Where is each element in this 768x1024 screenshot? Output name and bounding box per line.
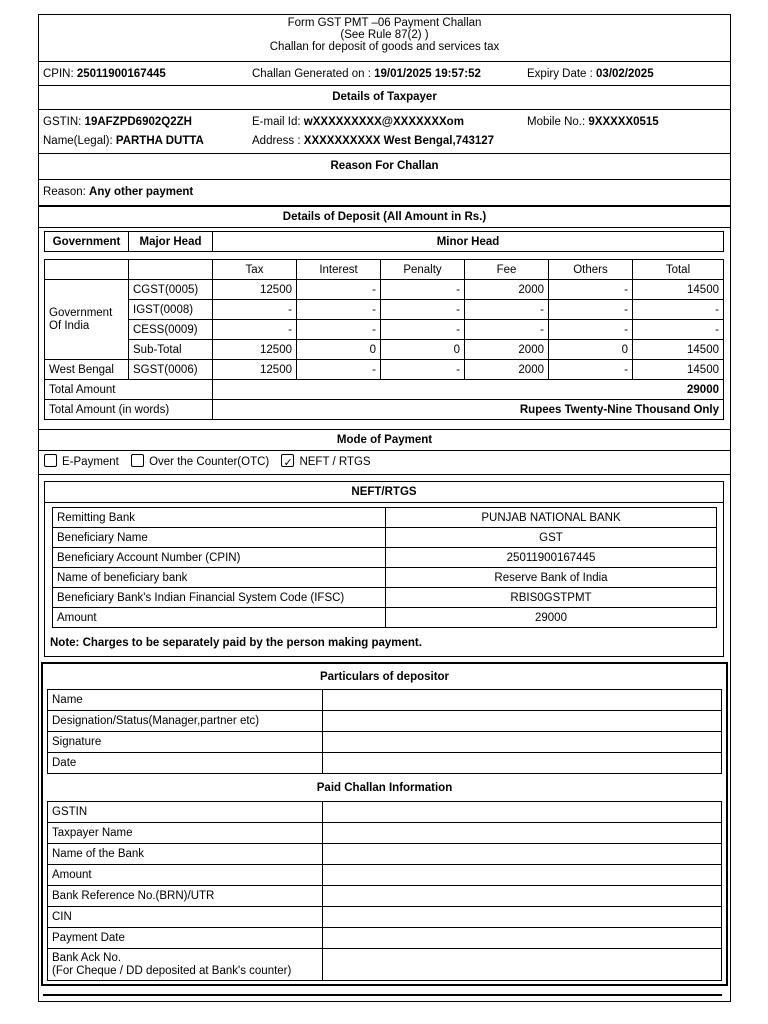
col-interest: Interest: [297, 260, 381, 280]
depositor-table: [47, 689, 722, 774]
deposit-col-header: [45, 260, 724, 280]
checked-checkbox-icon[interactable]: [281, 454, 294, 467]
payment-mode-title: Mode of Payment: [39, 429, 730, 451]
head-major: Major Head: [129, 232, 213, 252]
mobile-value: 9XXXXX0515: [588, 116, 659, 128]
row-head: IGST(0008): [129, 300, 213, 320]
table-row: [48, 907, 722, 928]
legal-name-field: [43, 135, 204, 147]
reason-field: [43, 186, 193, 198]
cell-total: -: [633, 320, 724, 340]
expiry-label: Expiry Date :: [527, 68, 593, 80]
cell-interest: -: [297, 320, 381, 340]
table-row: [48, 690, 722, 711]
depositor-value: [323, 690, 722, 711]
west-bengal-label: West Bengal: [45, 360, 129, 380]
total-label: Total Amount: [45, 380, 213, 400]
table-row: [53, 608, 717, 628]
neft-label: Remitting Bank: [53, 508, 386, 528]
cpin-field: [43, 68, 166, 80]
table-row: [45, 340, 724, 360]
depositor-value: [323, 711, 722, 732]
neft-label: Beneficiary Bank's Indian Financial System Code (IFSC): [53, 588, 386, 608]
cell-total: 14500: [633, 360, 724, 380]
words-row: [45, 400, 724, 420]
cell-fee: 2000: [465, 280, 549, 300]
option-label: E-Payment: [62, 456, 119, 468]
form-title: Form GST PMT –06 Payment Challan: [287, 17, 482, 29]
expiry-value: 03/02/2025: [596, 68, 654, 80]
cell-others: -: [549, 300, 633, 320]
paid-table: [47, 801, 722, 981]
address-field: [252, 135, 494, 147]
neft-box: [44, 481, 724, 657]
table-row: [48, 928, 722, 949]
cell-interest: -: [297, 280, 381, 300]
cell-total: 14500: [633, 340, 724, 360]
paid-value: [323, 949, 722, 981]
blank-cell: [129, 260, 213, 280]
taxpayer-section-title: Details of Taxpayer: [39, 86, 730, 110]
reason-label: Reason:: [43, 186, 86, 198]
payment-mode-options: [39, 451, 730, 475]
cell-others: -: [549, 280, 633, 300]
neft-value: 29000: [386, 608, 717, 628]
paid-value: [323, 802, 722, 823]
neft-note: Note: Charges to be separately paid by the person making payment.: [50, 637, 422, 649]
cpin-value: 25011900167445: [76, 68, 166, 80]
paid-label: CIN: [48, 907, 323, 928]
option-label: NEFT / RTGS: [299, 456, 371, 468]
expiry-field: [527, 68, 654, 80]
cell-others: 0: [549, 340, 633, 360]
mobile-field: [527, 116, 659, 128]
generated-label: Challan Generated on :: [252, 68, 371, 80]
bank-ack-line2: (For Cheque / DD deposited at Bank's counter): [52, 964, 292, 977]
neft-value: RBIS0GSTPMT: [386, 588, 717, 608]
deposit-head-table: [44, 231, 724, 252]
table-row: [45, 300, 724, 320]
table-row: [48, 949, 722, 981]
depositor-label: Designation/Status(Manager,partner etc): [48, 711, 323, 732]
table-row: [45, 280, 724, 300]
paid-label: Amount: [48, 865, 323, 886]
neft-value: PUNJAB NATIONAL BANK: [386, 508, 717, 528]
row-head: SGST(0006): [129, 360, 213, 380]
table-row: [48, 844, 722, 865]
table-row: [48, 823, 722, 844]
cell-fee: -: [465, 320, 549, 340]
head-government: Government: [45, 232, 129, 252]
generated-field: [252, 68, 481, 80]
neft-title: NEFT/RTGS: [45, 482, 723, 503]
depositor-label: Date: [48, 753, 323, 774]
gstin-field: [43, 116, 192, 128]
paid-value: [323, 886, 722, 907]
option-otc[interactable]: [126, 456, 269, 468]
form-header: [39, 15, 730, 62]
checkbox-icon[interactable]: [44, 454, 57, 467]
gstin-value: 19AFZPD6902Q2ZH: [84, 116, 192, 128]
table-row: [45, 320, 724, 340]
paid-value: [323, 907, 722, 928]
depositor-box: [41, 662, 728, 986]
email-label: E-mail Id:: [252, 116, 301, 128]
neft-label: Amount: [53, 608, 386, 628]
option-epayment[interactable]: [39, 456, 119, 468]
cell-others: -: [549, 320, 633, 340]
cpin-label: CPIN:: [43, 68, 74, 80]
neft-value: Reserve Bank of India: [386, 568, 717, 588]
paid-value: [323, 928, 722, 949]
table-row: [45, 360, 724, 380]
address-value: XXXXXXXXXX West Bengal,743127: [303, 135, 495, 147]
bottom-rule: [43, 994, 722, 996]
cell-interest: -: [297, 360, 381, 380]
deposit-table: [44, 259, 724, 420]
checkbox-icon[interactable]: [131, 454, 144, 467]
cell-fee: 2000: [465, 360, 549, 380]
cell-total: 14500: [633, 280, 724, 300]
col-penalty: Penalty: [381, 260, 465, 280]
depositor-label: Signature: [48, 732, 323, 753]
row-head: CGST(0005): [129, 280, 213, 300]
col-tax: Tax: [213, 260, 297, 280]
table-row: [48, 753, 722, 774]
paid-label: Name of the Bank: [48, 844, 323, 865]
cpin-row: [39, 62, 730, 86]
bank-ack-label: [48, 949, 323, 981]
paid-value: [323, 865, 722, 886]
neft-value: 25011900167445: [386, 548, 717, 568]
table-row: [48, 711, 722, 732]
depositor-label: Name: [48, 690, 323, 711]
paid-label: GSTIN: [48, 802, 323, 823]
paid-value: [323, 844, 722, 865]
neft-table: [52, 507, 717, 628]
cell-tax: -: [213, 300, 297, 320]
table-row: [48, 865, 722, 886]
total-value: 29000: [213, 380, 724, 400]
paid-label: Bank Reference No.(BRN)/UTR: [48, 886, 323, 907]
paid-label: Payment Date: [48, 928, 323, 949]
mobile-label: Mobile No.:: [527, 116, 586, 128]
cell-penalty: -: [381, 280, 465, 300]
paid-title: Paid Challan Information: [316, 782, 453, 794]
option-neft[interactable]: [276, 456, 370, 468]
cell-tax: -: [213, 320, 297, 340]
cell-others: -: [549, 360, 633, 380]
table-row: [53, 568, 717, 588]
cell-tax: 12500: [213, 280, 297, 300]
words-label: Total Amount (in words): [45, 400, 213, 420]
table-row: [53, 588, 717, 608]
generated-value: 19/01/2025 19:57:52: [374, 68, 481, 80]
legal-name-label: Name(Legal):: [43, 135, 113, 147]
cell-penalty: -: [381, 320, 465, 340]
paid-label: Taxpayer Name: [48, 823, 323, 844]
col-fee: Fee: [465, 260, 549, 280]
option-label: Over the Counter(OTC): [149, 456, 270, 468]
neft-label: Beneficiary Account Number (CPIN): [53, 548, 386, 568]
challan-form: [38, 14, 731, 1002]
words-value: Rupees Twenty-Nine Thousand Only: [213, 400, 724, 420]
deposit-section-title: Details of Deposit (All Amount in Rs.): [39, 206, 730, 228]
neft-value: GST: [386, 528, 717, 548]
table-row: [53, 548, 717, 568]
cell-interest: -: [297, 300, 381, 320]
bank-ack-line1: Bank Ack No.: [52, 951, 122, 964]
depositor-value: [323, 753, 722, 774]
blank-cell: [45, 260, 129, 280]
cell-penalty: 0: [381, 340, 465, 360]
address-label: Address :: [252, 135, 301, 147]
table-row: [48, 886, 722, 907]
table-row: [53, 508, 717, 528]
neft-label: Beneficiary Name: [53, 528, 386, 548]
col-others: Others: [549, 260, 633, 280]
row-head: Sub-Total: [129, 340, 213, 360]
table-row: [48, 802, 722, 823]
gov-india-label: Government Of India: [45, 280, 129, 360]
taxpayer-details: [39, 110, 730, 154]
form-subtitle: Challan for deposit of goods and services tax: [269, 41, 500, 53]
row-head: CESS(0009): [129, 320, 213, 340]
email-field: [252, 116, 464, 128]
head-minor: Minor Head: [213, 232, 724, 252]
neft-label: Name of beneficiary bank: [53, 568, 386, 588]
cell-fee: 2000: [465, 340, 549, 360]
legal-name-value: PARTHA DUTTA: [115, 135, 204, 147]
reason-section-title: Reason For Challan: [39, 154, 730, 180]
reason-row: [39, 180, 730, 206]
cell-penalty: -: [381, 300, 465, 320]
form-rule: (See Rule 87(2) ): [340, 29, 429, 41]
cell-penalty: -: [381, 360, 465, 380]
depositor-value: [323, 732, 722, 753]
email-value: wXXXXXXXXX@XXXXXXXom: [303, 116, 464, 128]
cell-total: -: [633, 300, 724, 320]
total-row: [45, 380, 724, 400]
cell-fee: -: [465, 300, 549, 320]
table-row: [48, 732, 722, 753]
cell-interest: 0: [297, 340, 381, 360]
cell-tax: 12500: [213, 340, 297, 360]
reason-value: Any other payment: [89, 186, 194, 198]
table-row: [53, 528, 717, 548]
col-total: Total: [633, 260, 724, 280]
depositor-title: Particulars of depositor: [319, 671, 450, 683]
gstin-label: GSTIN:: [43, 116, 82, 128]
cell-tax: 12500: [213, 360, 297, 380]
paid-value: [323, 823, 722, 844]
